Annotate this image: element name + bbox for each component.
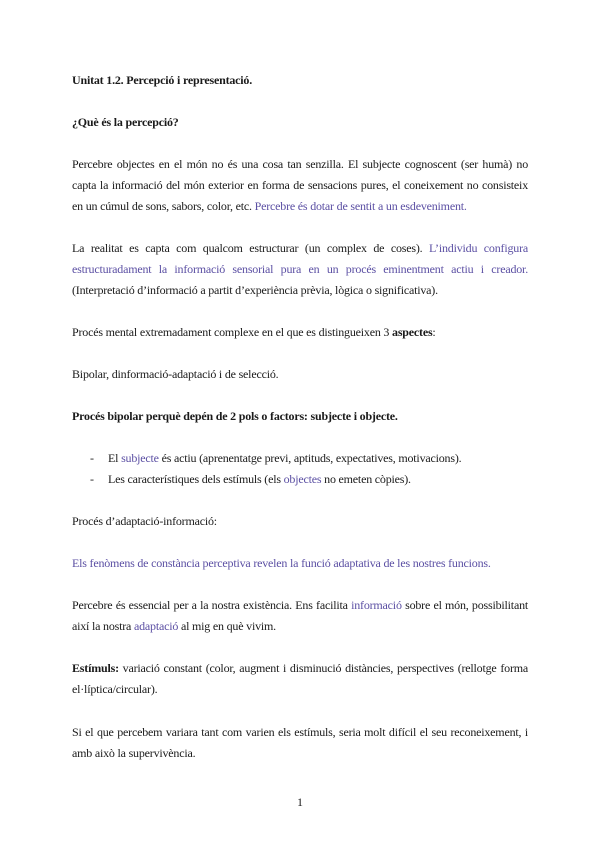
paragraph-adaptation: Procés d’adaptació-informació:	[72, 514, 217, 528]
paragraph-aspects	[72, 322, 528, 343]
document-page	[72, 70, 528, 764]
highlighted-term: subjecte	[121, 451, 159, 465]
paragraph-text: Percebre objectes en el món no és una cosa tan senzilla. El subjecte cognoscent (ser humà) no capta la informació del món exterior en forma de sensacions pures, el coneixement no consisteix en un cúmul de sons, sabors, color, etc.	[72, 157, 528, 213]
bullet-list	[72, 448, 528, 490]
highlighted-term: informació	[351, 598, 402, 612]
paragraph-constancy: Els fenòmens de constància perceptiva revelen la funció adaptativa de les nostres funcions.	[72, 556, 491, 570]
paragraph-text: (Interpretació d’informació a partit d’experiència prèvia, lògica o significativa).	[72, 283, 438, 297]
heading-bipolar: Procés bipolar perquè depén de 2 pols o factors: subjecte i objecte.	[72, 409, 398, 423]
paragraph-text: La realitat es capta com qualcom estructurar (un complex de coses).	[72, 241, 430, 255]
item-text: El	[108, 451, 122, 465]
paragraph-text: sobre el món, possibilitant així la nostra	[72, 598, 528, 633]
paragraph-text: :	[432, 325, 436, 339]
highlighted-term: adaptació	[133, 619, 179, 633]
item-text: Les característiques dels estímuls (els	[108, 472, 284, 486]
paragraph-text: Procés mental extremadament complexe en el que es distingueixen 3	[72, 325, 393, 339]
item-text: no emeten còpies).	[321, 472, 411, 486]
bold-term: Estímuls:	[72, 661, 119, 675]
section-title: Unitat 1.2. Percepció i representació.	[72, 73, 253, 87]
list-item	[72, 469, 528, 490]
paragraph-essential	[72, 595, 528, 637]
paragraph-stimuli	[72, 658, 528, 700]
highlighted-statement: L’individu configura estructuradament la informació sensorial pura en un procés eminentment actiu i creador.	[72, 241, 528, 276]
paragraph-text: Percebre és essencial per a la nostra existència. Ens facilita	[72, 598, 352, 612]
paragraph-text: al mig en què vivim.	[178, 619, 276, 633]
paragraph-perception-intro	[72, 154, 528, 217]
highlighted-term: objectes	[283, 472, 322, 486]
paragraph-text: variació constant (color, augment i disminució distàncies, perspectives (rellotge forma el·líptica/circular).	[72, 661, 528, 696]
section-question: ¿Què és la percepció?	[72, 115, 179, 129]
highlighted-definition: Percebre és dotar de sentit a un esdeveniment.	[254, 199, 467, 213]
paragraph-aspects-list: Bipolar, dinformació-adaptació i de selecció.	[72, 367, 279, 381]
dash-marker: -	[90, 472, 94, 486]
item-text: és actiu (aprenentatge previ, aptituds, expectatives, motivacions).	[158, 451, 462, 465]
dash-marker: -	[90, 451, 94, 465]
bold-term: aspectes	[392, 325, 433, 339]
list-item	[72, 448, 528, 469]
paragraph-reality	[72, 238, 528, 301]
page-number: 1	[297, 795, 303, 809]
paragraph-survival: Si el que percebem variara tant com varien els estímuls, seria molt difícil el seu reconeixement, i amb això la supervivència.	[72, 725, 528, 760]
